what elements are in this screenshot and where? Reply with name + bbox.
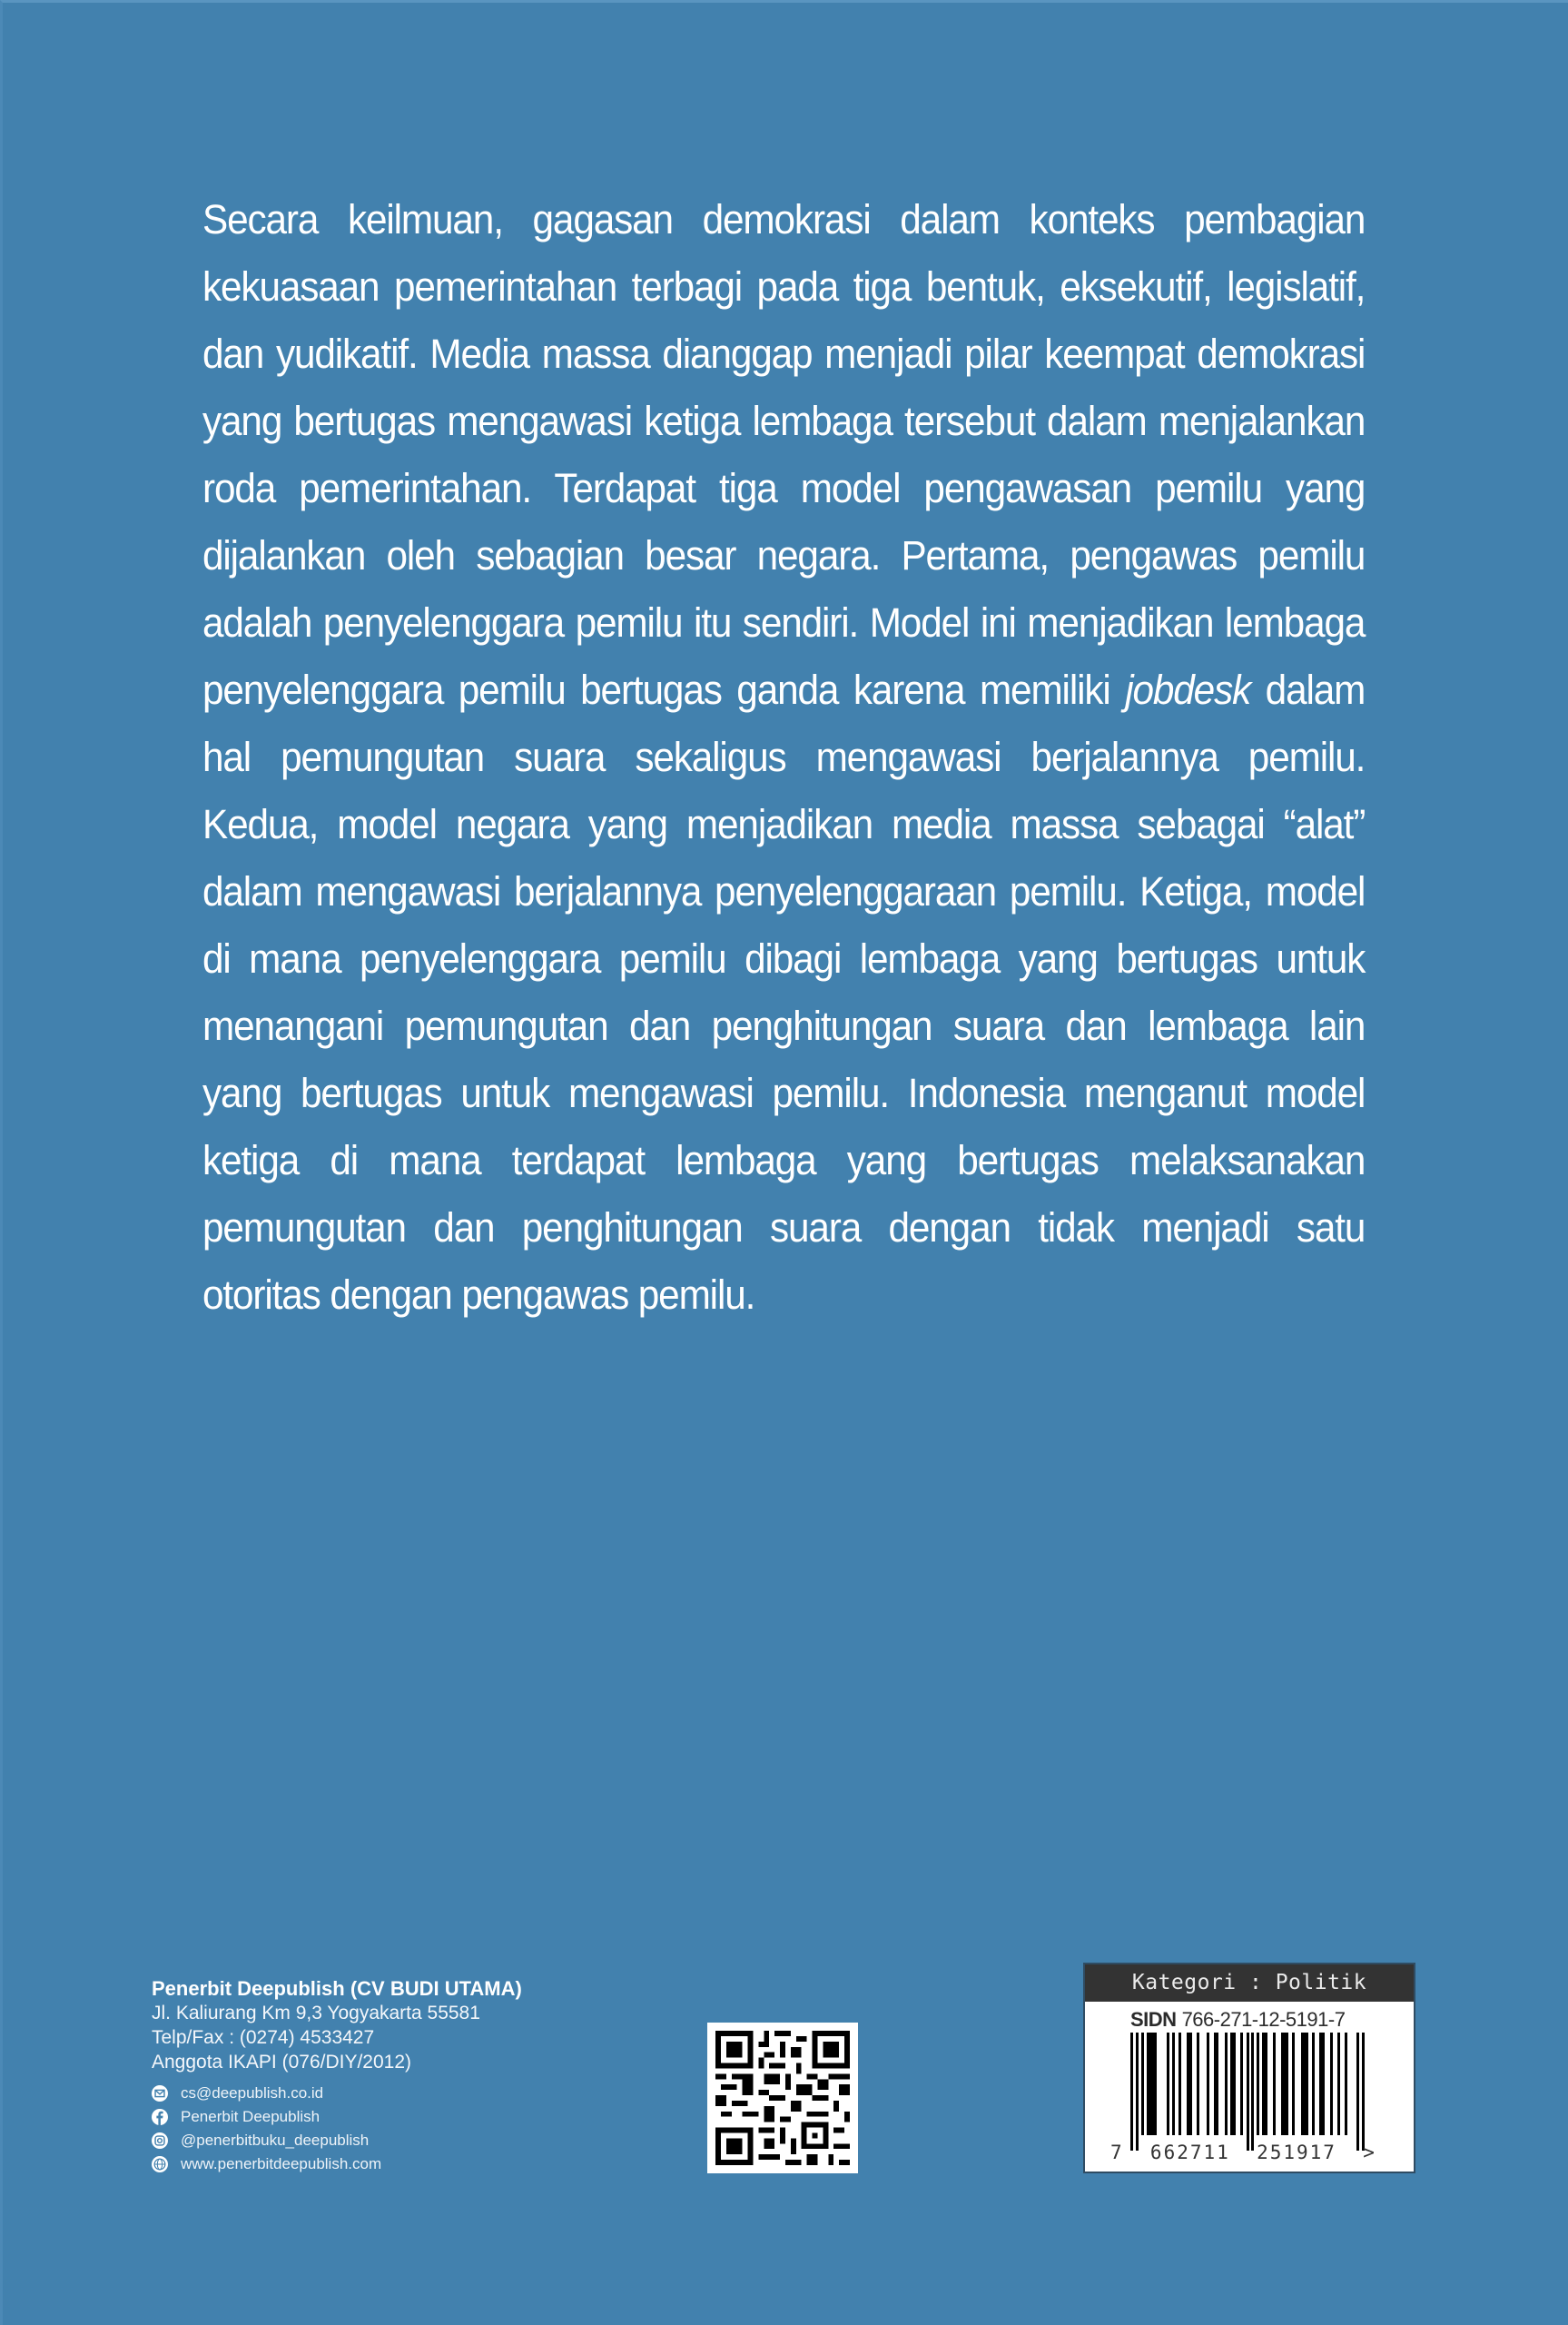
publisher-name: Penerbit Deepublish (CV BUDI UTAMA)	[152, 1977, 522, 2000]
contact-website-text: www.penerbitdeepublish.com	[181, 2155, 382, 2172]
contact-instagram-text: @penerbitbuku_deepublish	[181, 2132, 370, 2149]
category-label: Kategori : Politik	[1085, 1964, 1414, 2002]
contact-facebook[interactable]	[152, 2105, 660, 2129]
blurb-text-part2: dalam hal pemungutan suara sekaligus mengawasi berjalannya pemilu. Kedua, model negara yang menjadikan media massa sebagai “alat” dalam mengawasi berjalannya penyelenggaraan pemilu. Ketiga, model di mana penyelenggara pemilu dibagi lembaga yang bertugas untuk menangani pemungutan dan penghitungan suara dan lembaga lain yang bertugas untuk mengawasi pemilu. Indonesia menganut model ketiga di mana terdapat lembaga yang bertugas melaksanakan pemungutan dan penghitungan suara dengan tidak menjadi satu otoritas dengan pengawas pemilu.	[202, 667, 1366, 1318]
barcode-digits: 7 662711 251917 >	[1110, 2142, 1376, 2163]
barcode-box	[1083, 1963, 1415, 2173]
publisher-info	[152, 1976, 660, 2176]
barcode-icon	[1130, 2033, 1371, 2151]
blurb-text-part1: Secara keilmuan, gagasan demokrasi dalam konteks pembagian kekuasaan pemerintahan terbagi pada tiga bentuk, eksekutif, legislatif, dan yudikatif. Media massa dianggap menjadi pilar keempat demokrasi yang bertugas mengawasi ketiga lembaga tersebut dalam menjalankan roda pemerintahan. Terdapat tiga model pengawasan pemilu yang dijalankan oleh sebagian besar negara. Pertama, pengawas pemilu adalah penyelenggara pemilu itu sendiri. Model ini menjadikan lembaga penyelenggara pemilu bertugas ganda karena memiliki	[202, 196, 1366, 713]
contact-list	[152, 2082, 660, 2176]
contact-email-text: cs@deepublish.co.id	[181, 2084, 324, 2102]
facebook-icon	[152, 2109, 168, 2125]
sidn-value: 766-271-12-5191-7	[1181, 2008, 1346, 2031]
contact-website[interactable]	[152, 2152, 660, 2176]
contact-facebook-text: Penerbit Deepublish	[181, 2108, 321, 2125]
back-cover-blurb	[202, 186, 1365, 1329]
web-icon	[152, 2156, 168, 2172]
sidn-number	[1130, 2008, 1345, 2032]
publisher-membership: Anggota IKAPI (076/DIY/2012)	[152, 2052, 412, 2073]
contact-instagram[interactable]	[152, 2129, 660, 2152]
sidn-label: SIDN	[1130, 2008, 1177, 2031]
email-icon	[152, 2085, 168, 2102]
instagram-icon	[152, 2132, 168, 2149]
blurb-italic-term: jobdesk	[1125, 667, 1251, 713]
qr-code[interactable]	[707, 2023, 858, 2173]
publisher-phone: Telp/Fax : (0274) 4533427	[152, 2027, 375, 2048]
publisher-address: Jl. Kaliurang Km 9,3 Yogyakarta 55581	[152, 2003, 480, 2023]
contact-email[interactable]	[152, 2082, 660, 2105]
qr-code-icon	[715, 2031, 850, 2165]
